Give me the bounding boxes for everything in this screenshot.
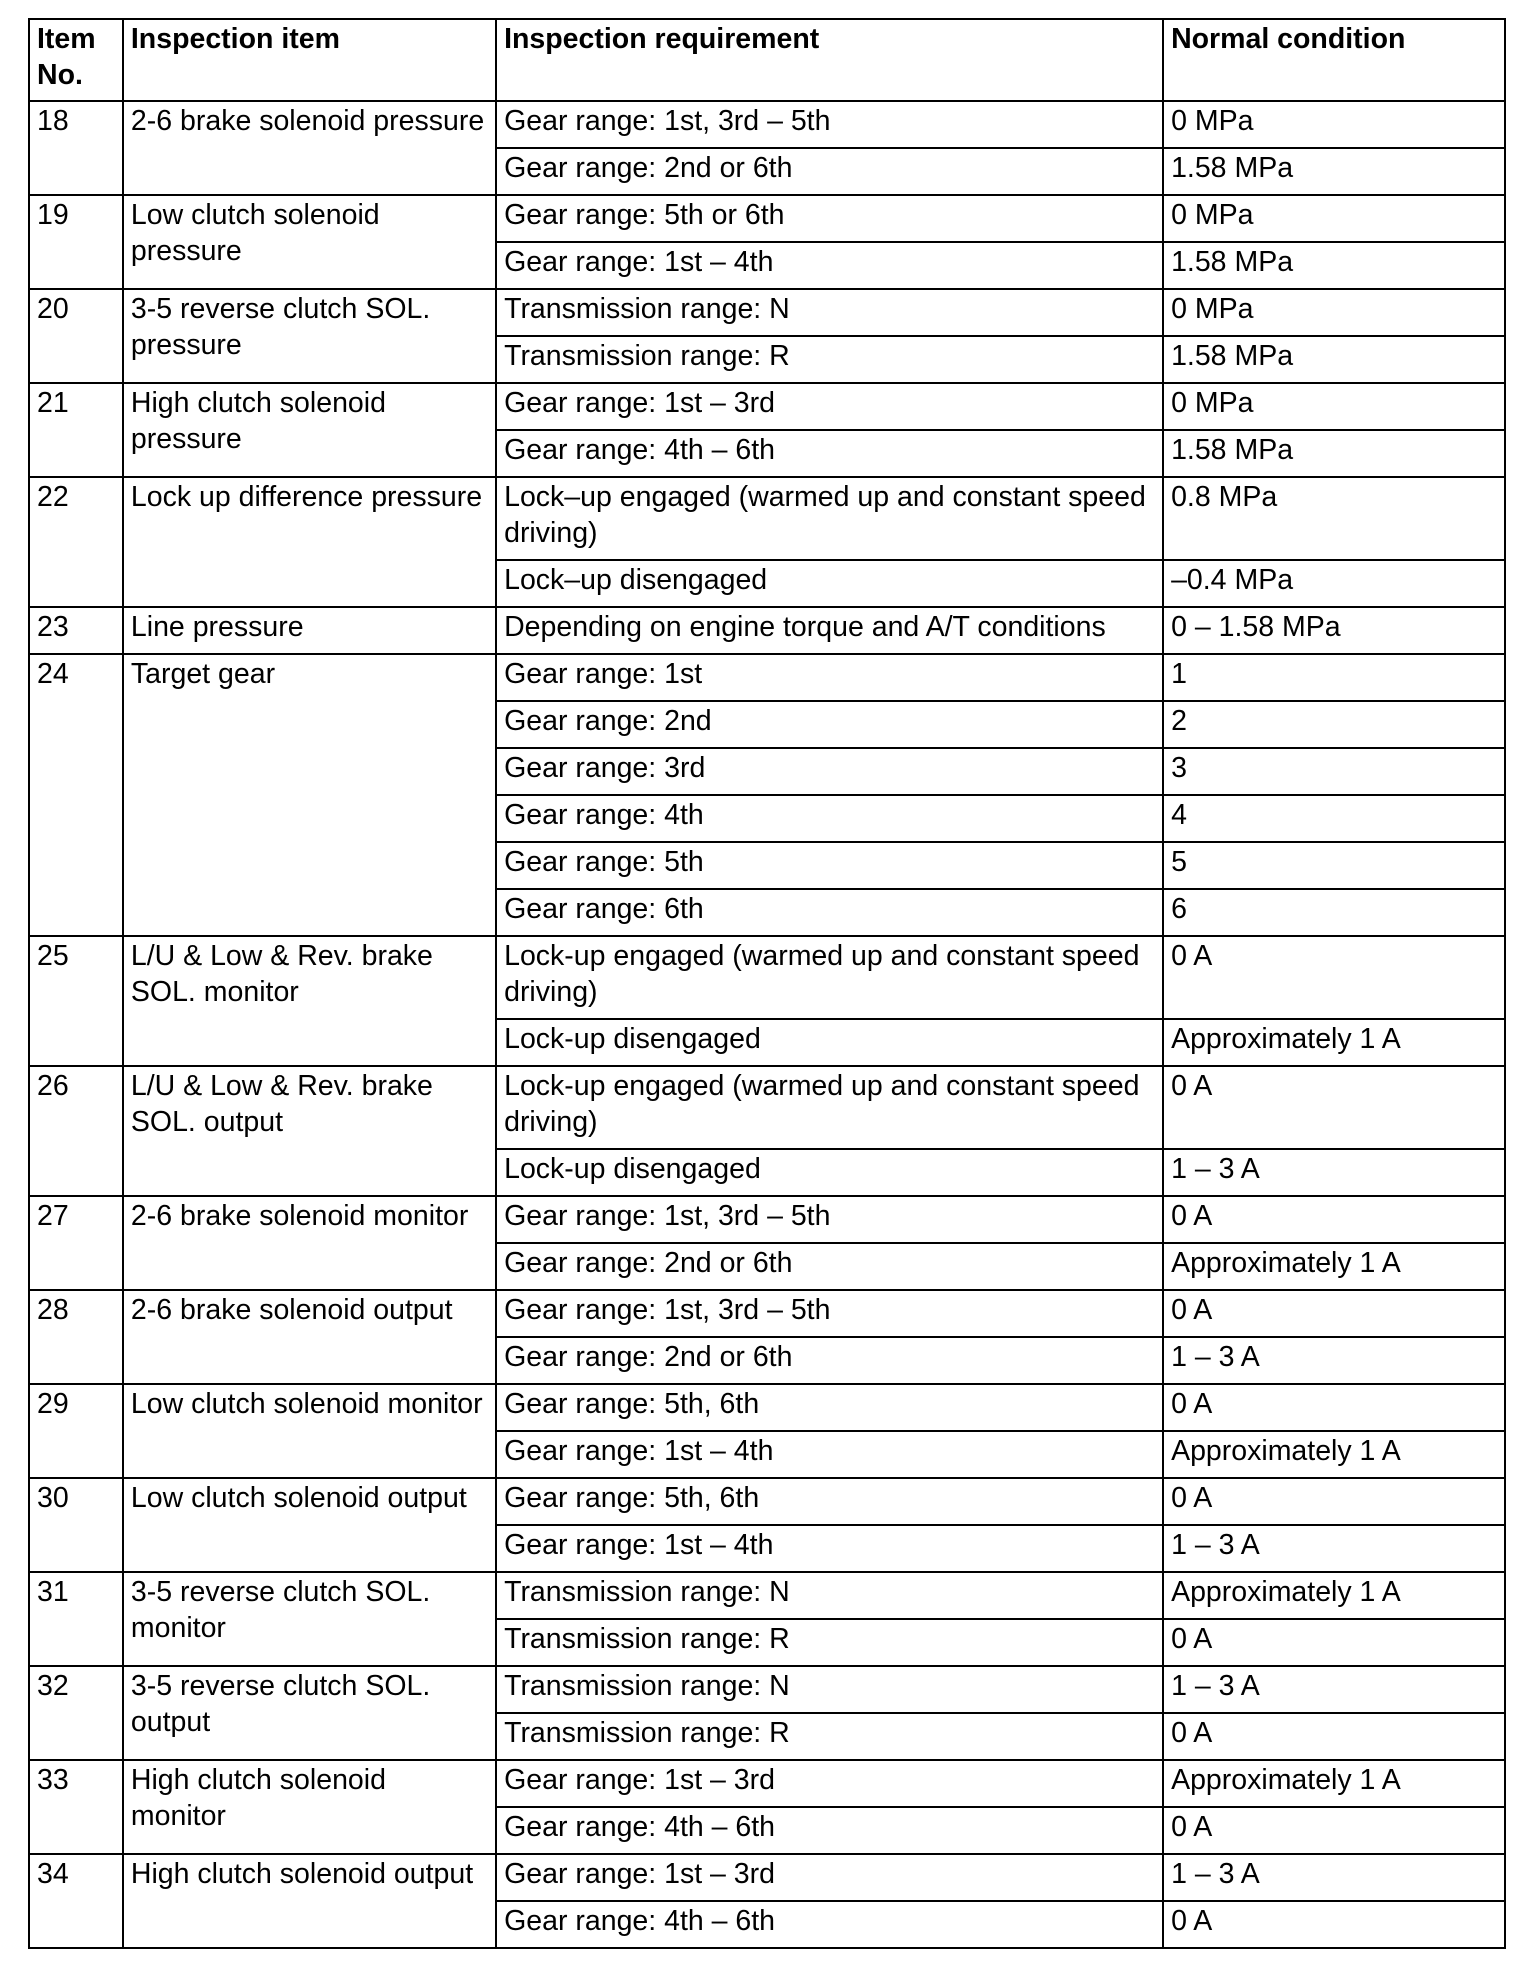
inspection-requirement-cell: Gear range: 1st – 3rd xyxy=(496,383,1163,430)
inspection-requirement-cell: Gear range: 5th or 6th xyxy=(496,195,1163,242)
item-no-cell: 28 xyxy=(29,1290,123,1384)
inspection-requirement-cell: Transmission range: R xyxy=(496,336,1163,383)
header-row xyxy=(29,19,1505,101)
normal-condition-cell: 0 A xyxy=(1163,936,1505,1019)
table-row xyxy=(29,1066,1505,1149)
inspection-requirement-cell: Gear range: 2nd or 6th xyxy=(496,1243,1163,1290)
inspection-requirement-cell: Gear range: 1st – 4th xyxy=(496,1431,1163,1478)
inspection-item-cell: Low clutch solenoid monitor xyxy=(123,1384,496,1478)
normal-condition-cell: 0 A xyxy=(1163,1196,1505,1243)
normal-condition-cell: 3 xyxy=(1163,748,1505,795)
inspection-requirement-cell: Gear range: 2nd xyxy=(496,701,1163,748)
table-row xyxy=(29,1666,1505,1713)
table-row xyxy=(29,1290,1505,1337)
table-row xyxy=(29,477,1505,560)
item-no-cell: 30 xyxy=(29,1478,123,1572)
normal-condition-cell: 0 MPa xyxy=(1163,101,1505,148)
inspection-requirement-cell: Transmission range: N xyxy=(496,1572,1163,1619)
normal-condition-cell: 6 xyxy=(1163,889,1505,936)
table-row xyxy=(29,1478,1505,1525)
normal-condition-cell: 1 – 3 A xyxy=(1163,1525,1505,1572)
normal-condition-cell: 1 – 3 A xyxy=(1163,1666,1505,1713)
table-row xyxy=(29,195,1505,242)
item-no-cell: 21 xyxy=(29,383,123,477)
inspection-item-cell: 3-5 reverse clutch SOL. pressure xyxy=(123,289,496,383)
inspection-requirement-cell: Gear range: 3rd xyxy=(496,748,1163,795)
inspection-requirement-cell: Gear range: 5th, 6th xyxy=(496,1478,1163,1525)
inspection-requirement-cell: Transmission range: R xyxy=(496,1619,1163,1666)
inspection-requirement-cell: Lock-up engaged (warmed up and constant speed driving) xyxy=(496,936,1163,1019)
inspection-requirement-cell: Lock–up disengaged xyxy=(496,560,1163,607)
normal-condition-cell: 2 xyxy=(1163,701,1505,748)
normal-condition-cell: 1.58 MPa xyxy=(1163,336,1505,383)
inspection-requirement-cell: Lock–up engaged (warmed up and constant speed driving) xyxy=(496,477,1163,560)
inspection-item-cell: 3-5 reverse clutch SOL. monitor xyxy=(123,1572,496,1666)
inspection-requirement-cell: Gear range: 1st – 3rd xyxy=(496,1760,1163,1807)
table-row xyxy=(29,289,1505,336)
table-row xyxy=(29,1760,1505,1807)
item-no-cell: 33 xyxy=(29,1760,123,1854)
inspection-item-cell: Lock up difference pressure xyxy=(123,477,496,607)
inspection-item-cell: High clutch solenoid pressure xyxy=(123,383,496,477)
inspection-requirement-cell: Lock-up engaged (warmed up and constant speed driving) xyxy=(496,1066,1163,1149)
normal-condition-cell: 1.58 MPa xyxy=(1163,148,1505,195)
item-no-cell: 32 xyxy=(29,1666,123,1760)
item-no-cell: 23 xyxy=(29,607,123,654)
inspection-requirement-cell: Depending on engine torque and A/T conditions xyxy=(496,607,1163,654)
inspection-requirement-cell: Lock-up disengaged xyxy=(496,1149,1163,1196)
normal-condition-cell: 1 – 3 A xyxy=(1163,1149,1505,1196)
normal-condition-cell: –0.4 MPa xyxy=(1163,560,1505,607)
table-row xyxy=(29,654,1505,701)
table-body xyxy=(29,101,1505,1948)
header-inspection-requirement: Inspection requirement xyxy=(496,19,1163,101)
table-row xyxy=(29,383,1505,430)
inspection-requirement-cell: Transmission range: R xyxy=(496,1713,1163,1760)
item-no-cell: 29 xyxy=(29,1384,123,1478)
normal-condition-cell: 1 – 3 A xyxy=(1163,1854,1505,1901)
normal-condition-cell: Approximately 1 A xyxy=(1163,1019,1505,1066)
normal-condition-cell: 0 A xyxy=(1163,1807,1505,1854)
table-row xyxy=(29,1854,1505,1901)
header-normal-condition: Normal condition xyxy=(1163,19,1505,101)
normal-condition-cell: 1 – 3 A xyxy=(1163,1337,1505,1384)
table-row xyxy=(29,936,1505,1019)
inspection-requirement-cell: Gear range: 1st – 3rd xyxy=(496,1854,1163,1901)
inspection-item-cell: 3-5 reverse clutch SOL. output xyxy=(123,1666,496,1760)
item-no-cell: 34 xyxy=(29,1854,123,1948)
normal-condition-cell: 0 – 1.58 MPa xyxy=(1163,607,1505,654)
normal-condition-cell: 0 MPa xyxy=(1163,383,1505,430)
inspection-item-cell: Target gear xyxy=(123,654,496,936)
inspection-requirement-cell: Gear range: 1st, 3rd – 5th xyxy=(496,1196,1163,1243)
inspection-requirement-cell: Transmission range: N xyxy=(496,289,1163,336)
inspection-requirement-cell: Gear range: 1st, 3rd – 5th xyxy=(496,101,1163,148)
inspection-item-cell: 2-6 brake solenoid output xyxy=(123,1290,496,1384)
table-row xyxy=(29,1196,1505,1243)
inspection-requirement-cell: Gear range: 4th xyxy=(496,795,1163,842)
normal-condition-cell: 0 A xyxy=(1163,1478,1505,1525)
inspection-requirement-cell: Gear range: 1st xyxy=(496,654,1163,701)
inspection-requirement-cell: Gear range: 5th, 6th xyxy=(496,1384,1163,1431)
item-no-cell: 18 xyxy=(29,101,123,195)
table-row xyxy=(29,1572,1505,1619)
table-row xyxy=(29,1384,1505,1431)
item-no-cell: 22 xyxy=(29,477,123,607)
normal-condition-cell: 0 MPa xyxy=(1163,289,1505,336)
normal-condition-cell: 1.58 MPa xyxy=(1163,242,1505,289)
normal-condition-cell: 5 xyxy=(1163,842,1505,889)
inspection-requirement-cell: Lock-up disengaged xyxy=(496,1019,1163,1066)
inspection-item-cell: 2-6 brake solenoid monitor xyxy=(123,1196,496,1290)
item-no-cell: 25 xyxy=(29,936,123,1066)
header-item-no: Item No. xyxy=(29,19,123,101)
normal-condition-cell: 4 xyxy=(1163,795,1505,842)
inspection-requirement-cell: Gear range: 1st, 3rd – 5th xyxy=(496,1290,1163,1337)
inspection-item-cell: High clutch solenoid output xyxy=(123,1854,496,1948)
normal-condition-cell: 1.58 MPa xyxy=(1163,430,1505,477)
inspection-requirement-cell: Gear range: 5th xyxy=(496,842,1163,889)
item-no-cell: 19 xyxy=(29,195,123,289)
normal-condition-cell: Approximately 1 A xyxy=(1163,1243,1505,1290)
item-no-cell: 20 xyxy=(29,289,123,383)
header-inspection-item: Inspection item xyxy=(123,19,496,101)
inspection-item-cell: High clutch solenoid monitor xyxy=(123,1760,496,1854)
normal-condition-cell: 0 A xyxy=(1163,1384,1505,1431)
item-no-cell: 31 xyxy=(29,1572,123,1666)
inspection-requirement-cell: Gear range: 1st – 4th xyxy=(496,242,1163,289)
normal-condition-cell: 1 xyxy=(1163,654,1505,701)
inspection-item-cell: L/U & Low & Rev. brake SOL. output xyxy=(123,1066,496,1196)
item-no-cell: 24 xyxy=(29,654,123,936)
inspection-requirement-cell: Gear range: 2nd or 6th xyxy=(496,1337,1163,1384)
table-row xyxy=(29,607,1505,654)
inspection-requirement-cell: Transmission range: N xyxy=(496,1666,1163,1713)
item-no-cell: 27 xyxy=(29,1196,123,1290)
inspection-requirement-cell: Gear range: 2nd or 6th xyxy=(496,148,1163,195)
inspection-requirement-cell: Gear range: 4th – 6th xyxy=(496,1807,1163,1854)
normal-condition-cell: Approximately 1 A xyxy=(1163,1431,1505,1478)
normal-condition-cell: 0.8 MPa xyxy=(1163,477,1505,560)
normal-condition-cell: Approximately 1 A xyxy=(1163,1760,1505,1807)
normal-condition-cell: 0 A xyxy=(1163,1901,1505,1948)
inspection-table xyxy=(28,18,1506,1949)
normal-condition-cell: 0 A xyxy=(1163,1713,1505,1760)
inspection-item-cell: Line pressure xyxy=(123,607,496,654)
table-row xyxy=(29,101,1505,148)
normal-condition-cell: 0 A xyxy=(1163,1619,1505,1666)
inspection-item-cell: Low clutch solenoid pressure xyxy=(123,195,496,289)
normal-condition-cell: 0 MPa xyxy=(1163,195,1505,242)
normal-condition-cell: Approximately 1 A xyxy=(1163,1572,1505,1619)
inspection-item-cell: 2-6 brake solenoid pressure xyxy=(123,101,496,195)
inspection-requirement-cell: Gear range: 4th – 6th xyxy=(496,430,1163,477)
item-no-cell: 26 xyxy=(29,1066,123,1196)
inspection-item-cell: Low clutch solenoid output xyxy=(123,1478,496,1572)
inspection-requirement-cell: Gear range: 6th xyxy=(496,889,1163,936)
inspection-item-cell: L/U & Low & Rev. brake SOL. monitor xyxy=(123,936,496,1066)
inspection-requirement-cell: Gear range: 1st – 4th xyxy=(496,1525,1163,1572)
normal-condition-cell: 0 A xyxy=(1163,1290,1505,1337)
normal-condition-cell: 0 A xyxy=(1163,1066,1505,1149)
inspection-requirement-cell: Gear range: 4th – 6th xyxy=(496,1901,1163,1948)
